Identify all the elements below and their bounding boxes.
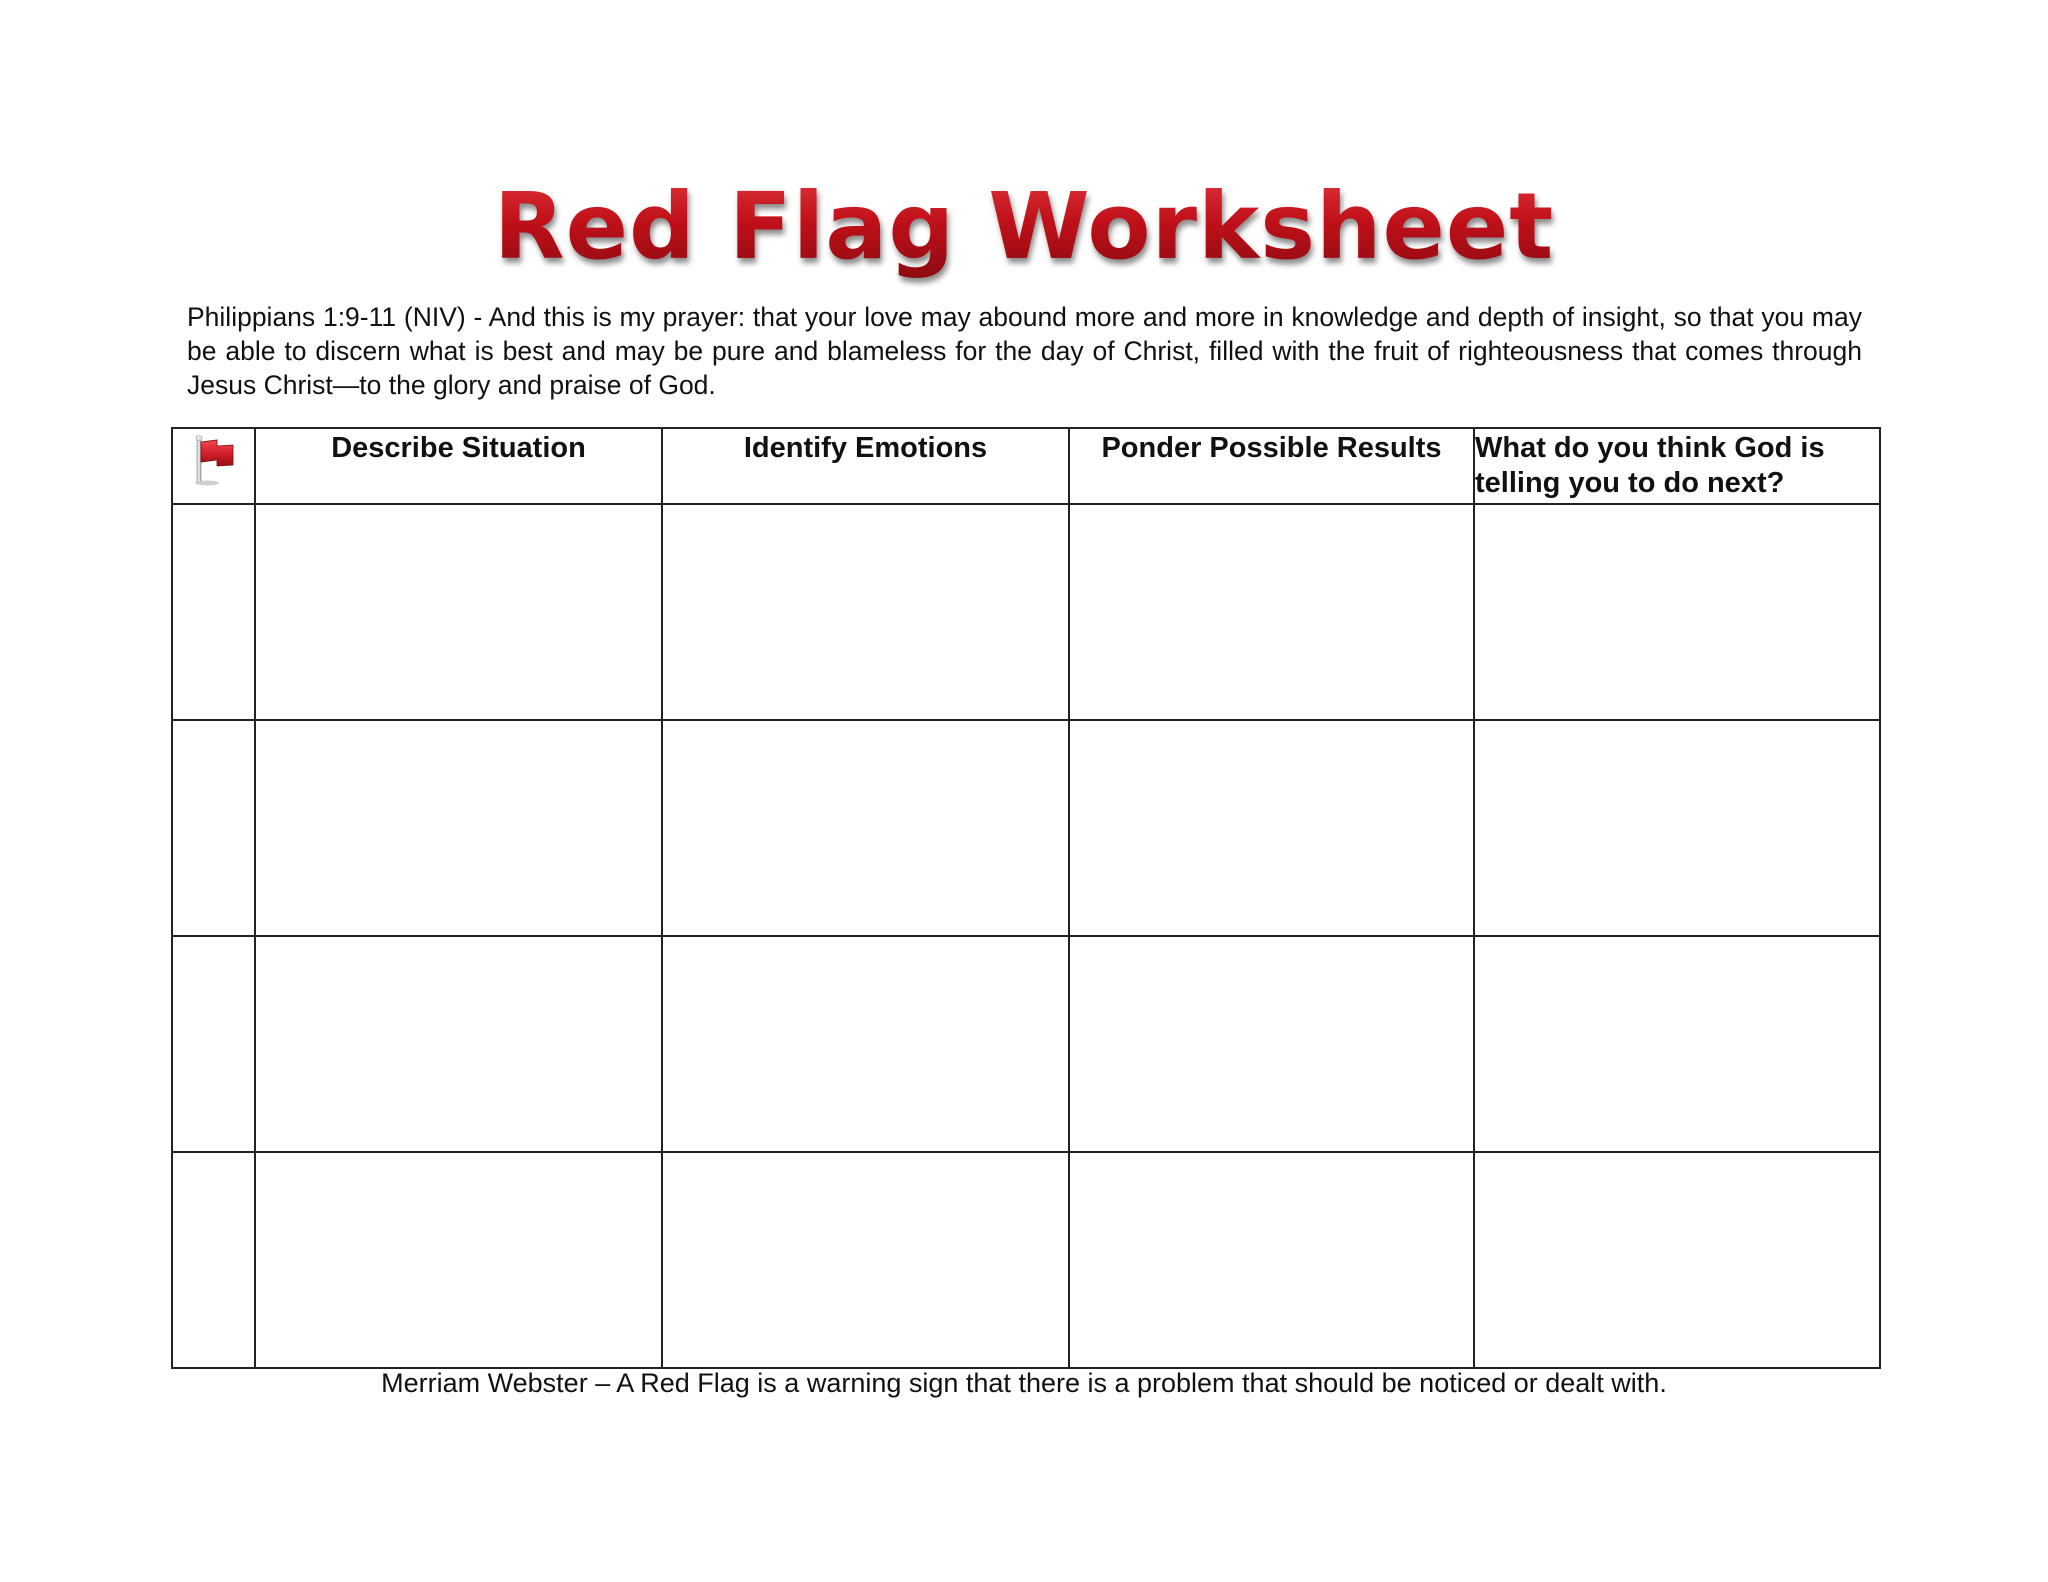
flag-header-cell bbox=[172, 428, 255, 504]
situation-cell[interactable] bbox=[255, 504, 662, 720]
flag-cell[interactable] bbox=[172, 504, 255, 720]
header-ponder-results: Ponder Possible Results bbox=[1069, 428, 1474, 504]
flag-cell[interactable] bbox=[172, 1152, 255, 1368]
results-cell[interactable] bbox=[1069, 936, 1474, 1152]
definition-footer: Merriam Webster – A Red Flag is a warning sign that there is a problem that should be noticed or dealt with. bbox=[381, 1368, 1667, 1398]
worksheet-table bbox=[171, 427, 1881, 1369]
page-title: Red Flag Worksheet bbox=[0, 172, 2048, 282]
next-step-cell[interactable] bbox=[1474, 504, 1880, 720]
table-row bbox=[172, 936, 1880, 1152]
flag-cell[interactable] bbox=[172, 720, 255, 936]
red-flag-icon bbox=[193, 435, 239, 487]
next-step-cell[interactable] bbox=[1474, 936, 1880, 1152]
emotions-cell[interactable] bbox=[662, 936, 1069, 1152]
table-row bbox=[172, 720, 1880, 936]
table-row bbox=[172, 504, 1880, 720]
situation-cell[interactable] bbox=[255, 936, 662, 1152]
next-step-cell[interactable] bbox=[1474, 720, 1880, 936]
emotions-cell[interactable] bbox=[662, 1152, 1069, 1368]
scripture-verse: Philippians 1:9-11 (NIV) - And this is my prayer: that your love may abound more and more in knowledge and depth of insight, so that you may be able to discern what is best and may be pure and blameless for the day of Christ, filled with the fruit of righteousness that comes through Jesus Christ—to the glory and praise of God. bbox=[187, 302, 1862, 400]
flag-cell[interactable] bbox=[172, 936, 255, 1152]
header-god-telling: What do you think God is telling you to do next? bbox=[1474, 428, 1880, 504]
results-cell[interactable] bbox=[1069, 720, 1474, 936]
next-step-cell[interactable] bbox=[1474, 1152, 1880, 1368]
results-cell[interactable] bbox=[1069, 1152, 1474, 1368]
emotions-cell[interactable] bbox=[662, 720, 1069, 936]
situation-cell[interactable] bbox=[255, 720, 662, 936]
table-header-row bbox=[172, 428, 1880, 504]
situation-cell[interactable] bbox=[255, 1152, 662, 1368]
table-row bbox=[172, 1152, 1880, 1368]
header-identify-emotions: Identify Emotions bbox=[662, 428, 1069, 504]
emotions-cell[interactable] bbox=[662, 504, 1069, 720]
results-cell[interactable] bbox=[1069, 504, 1474, 720]
header-describe-situation: Describe Situation bbox=[255, 428, 662, 504]
